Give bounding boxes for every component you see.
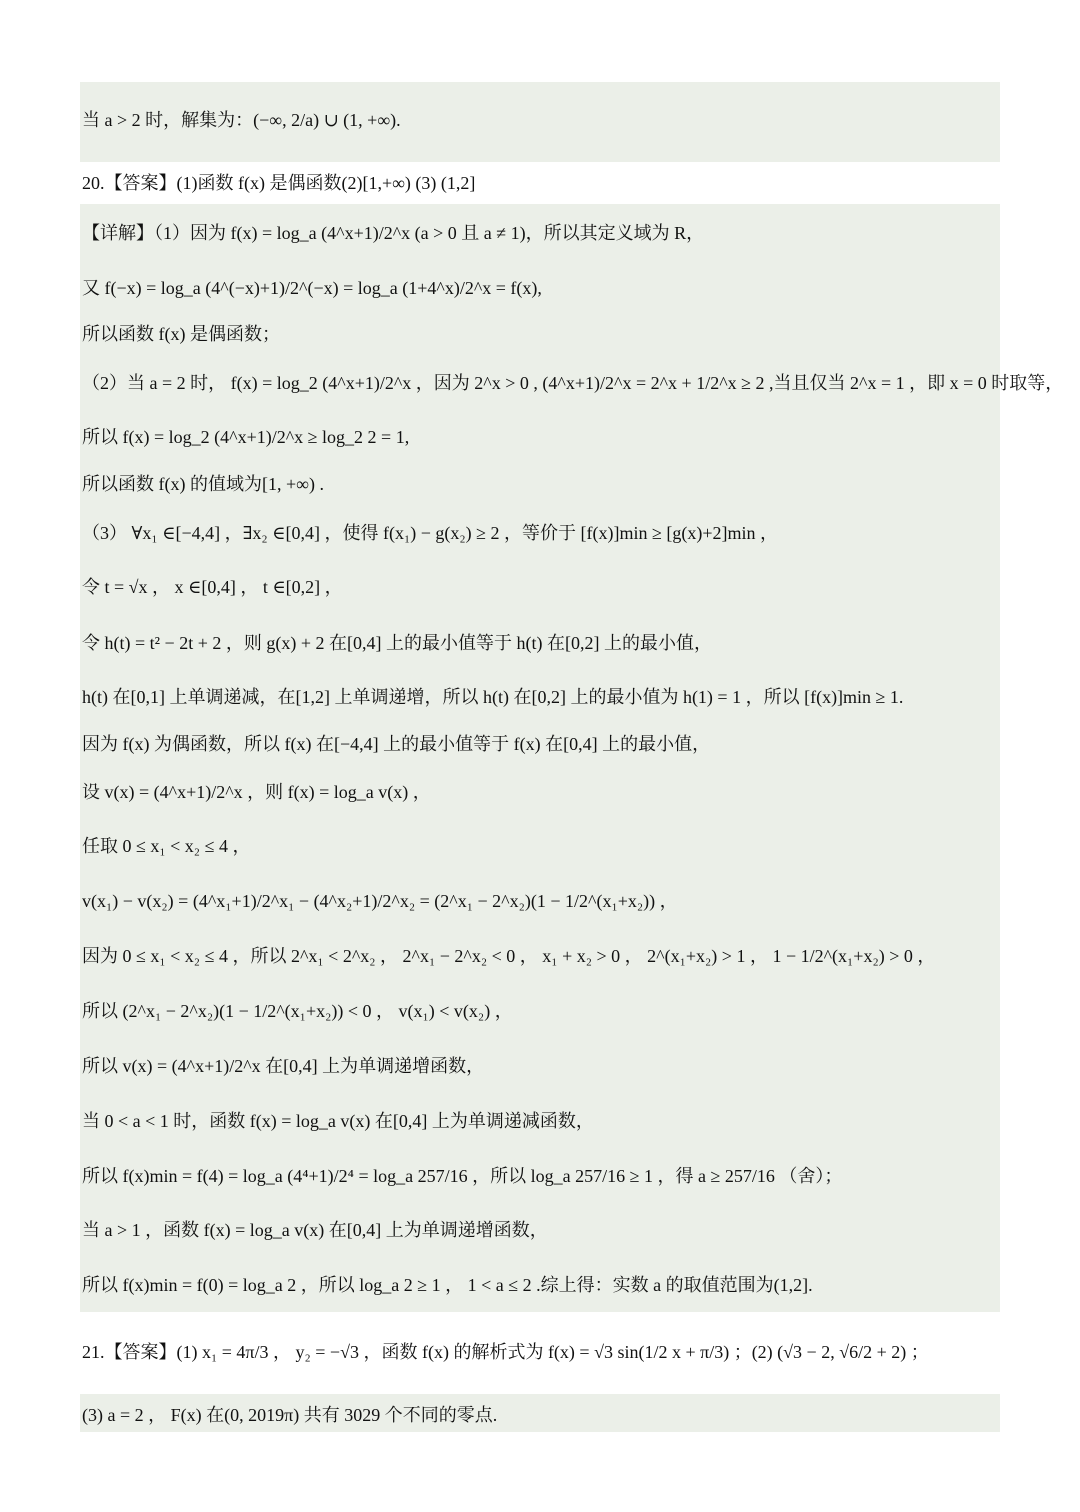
detail-line: 所以 v(x) = (4^x+1)/2^x 在[0,4] 上为单调递增函数， [82,1056,485,1076]
detail-line: 因为 f(x) 为偶函数，所以 f(x) 在[−4,4] 上的最小值等于 f(x) 在[0,4] 上的最小值， [82,734,711,754]
detail-line: 所以 f(x)min = f(4) = log_a (4⁴+1)/2⁴ = log_a 257/16 ，所以 log_a 257/16 ≥ 1 ，得 a ≥ 257/16 （舍）； [82,1166,843,1186]
detail-line: h(t) 在[0,1] 上单调递减，在[1,2] 上单调递增，所以 h(t) 在[0,2] 上的最小值为 h(1) = 1 ，所以 [f(x)]min ≥ 1. [82,687,904,707]
detail-line: 【详解】（1）因为 f(x) = log_a (4^x+1)/2^x (a > 0 且 a ≠ 1)，所以其定义域为 R， [82,223,705,243]
detail-line: 又 f(−x) = log_a (4^(−x)+1)/2^(−x) = log_a (1+4^x)/2^x = f(x), [82,278,542,298]
answer-20: 20.【答案】(1)函数 f(x) 是偶函数(2)[1,+∞) (3) (1,2] [82,173,476,193]
detail-line: 任取 0 ≤ x₁ < x₂ ≤ 4 ， [82,836,251,856]
detail-line: 所以 f(x)min = f(0) = log_a 2 ，所以 log_a 2 ≥ 1 ， 1 < a ≤ 2 .综上得：实数 a 的取值范围为(1,2]. [82,1275,813,1295]
detail-line: 令 h(t) = t² − 2t + 2 ，则 g(x) + 2 在[0,4] 上的最小值等于 h(t) 在[0,2] 上的最小值， [82,633,712,653]
detail-line: 所以函数 f(x) 的值域为[1, +∞) . [82,474,324,494]
answer-21-part3: (3) a = 2 ， F(x) 在(0, 2019π) 共有 3029 个不同的零点. [82,1405,498,1425]
detail-line: 因为 0 ≤ x₁ < x₂ ≤ 4 ，所以 2^x₁ < 2^x₂ ， 2^x₁ − 2^x₂ < 0 ， x₁ + x₂ > 0 ， 2^(x₁+x₂) > 1 ， 1 − 1/2^(x₁+x₂) > 0 ， [82,946,936,966]
detail-line: 当 0 < a < 1 时，函数 f(x) = log_a v(x) 在[0,4] 上为单调递减函数， [82,1111,594,1131]
detail-line: 令 t = √x ， x ∈[0,4] ， t ∈[0,2] ， [82,577,343,597]
detail-line: 当 a > 1 ，函数 f(x) = log_a v(x) 在[0,4] 上为单调递增函数， [82,1220,548,1240]
solution-line: 当 a > 2 时，解集为：(−∞, 2/a) ∪ (1, +∞). [82,110,401,130]
detail-line: （2）当 a = 2 时， f(x) = log_2 (4^x+1)/2^x ，因为 2^x > 0 , (4^x+1)/2^x = 2^x + 1/2^x ≥ 2 ,当且仅当 2^x = 1 ，即 x = 0 时取等， [82,373,1064,393]
detail-line: （3） ∀x₁ ∈[−4,4] ，∃x₂ ∈[0,4] ，使得 f(x₁) − g(x₂) ≥ 2 ，等价于 [f(x)]min ≥ [g(x)+2]min ， [82,523,778,543]
detail-line: v(x₁) − v(x₂) = (4^x₁+1)/2^x₁ − (4^x₂+1)/2^x₂ = (2^x₁ − 2^x₂)(1 − 1/2^(x₁+x₂)) ， [82,891,678,911]
detail-line: 设 v(x) = (4^x+1)/2^x ，则 f(x) = log_a v(x) ， [82,782,431,802]
detail-line: 所以 (2^x₁ − 2^x₂)(1 − 1/2^(x₁+x₂)) < 0 ， v(x₁) < v(x₂) ， [82,1001,513,1021]
answer-21: 21.【答案】(1) x₁ = 4π/3 ， y₂ = −√3 ，函数 f(x) 的解析式为 f(x) = √3 sin(1/2 x + π/3) ；(2) (√3 − 2, √6/2 + 2) ； [82,1342,929,1362]
detail-line: 所以 f(x) = log_2 (4^x+1)/2^x ≥ log_2 2 = 1, [82,427,410,447]
detail-line: 所以函数 f(x) 是偶函数； [82,324,280,344]
